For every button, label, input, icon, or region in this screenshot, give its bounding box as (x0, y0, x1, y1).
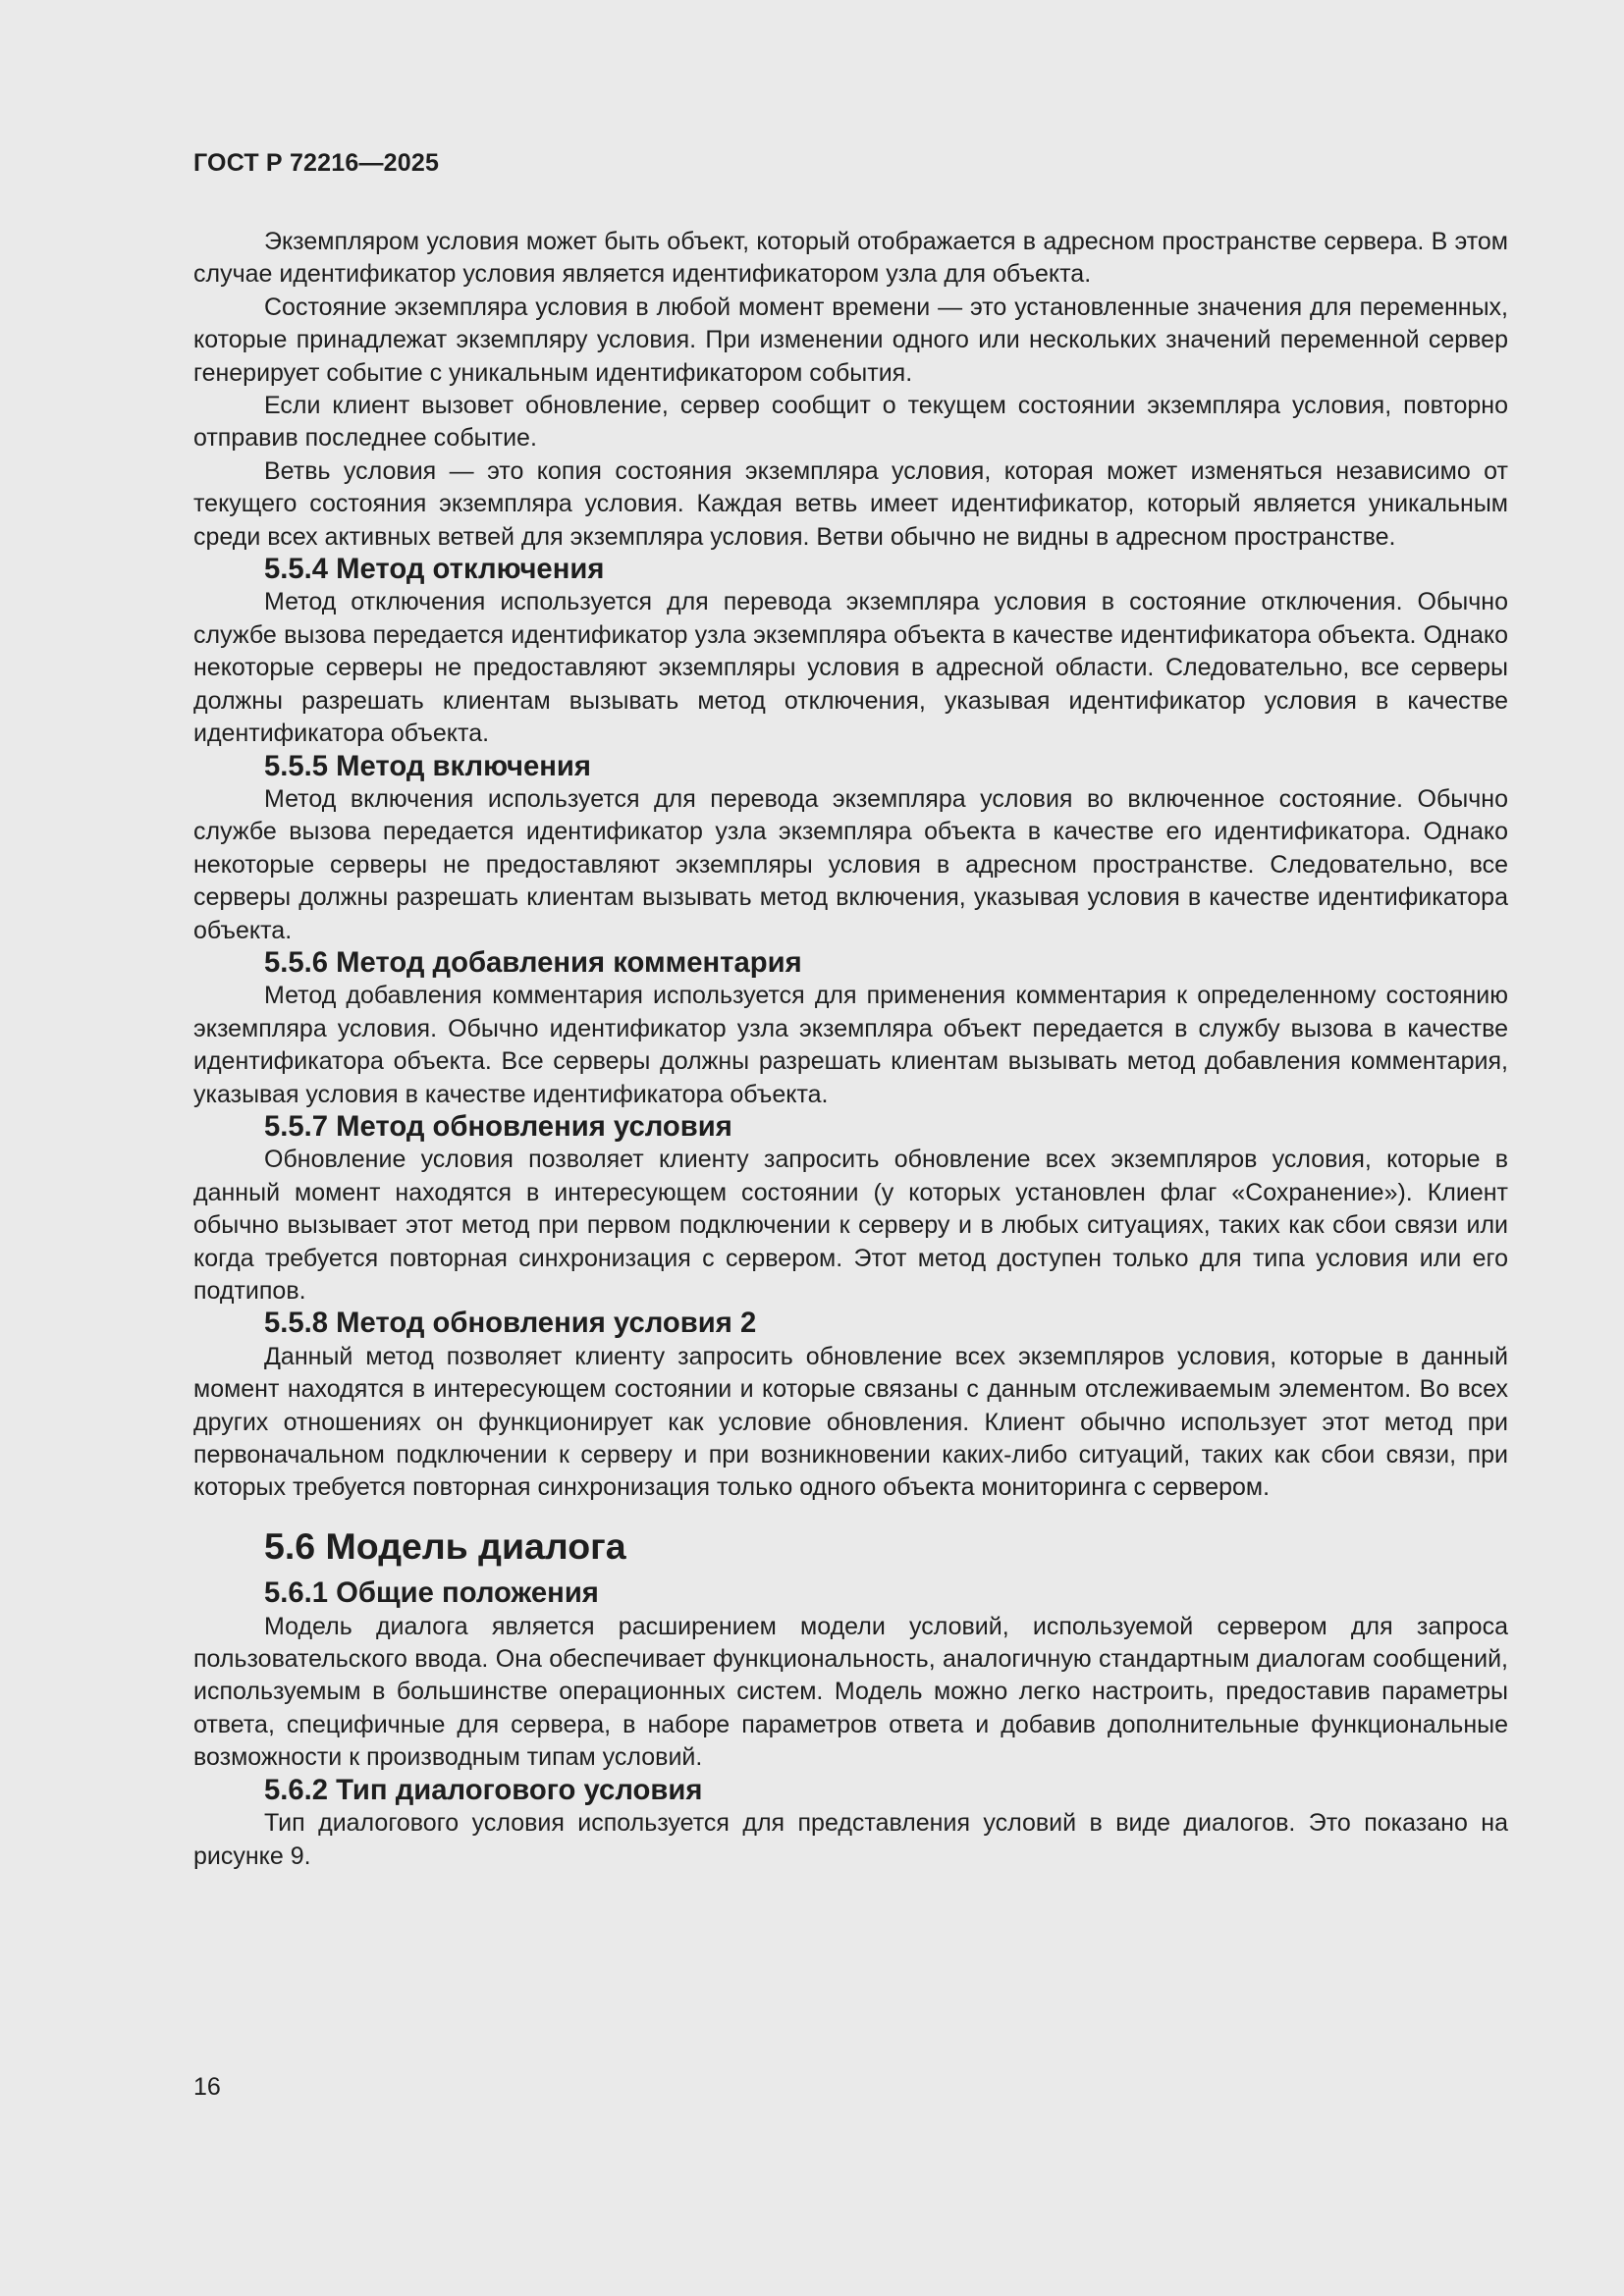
heading-5-6: 5.6 Модель диалога (264, 1524, 626, 1567)
paragraph-dialog-model-general: Модель диалога является расширением модели условий, используемой сервером для запроса пользовательского ввода. Она обеспечивает функциональность, аналогичную стандартным диалогам сообщений, используемым в большинстве операционных систем. Модель можно легко настроить, предоставив параметры ответа, специфичные для сервера, в наборе параметров ответа и добавив дополнительные функциональные возможности к производным типам условий. (193, 1612, 1508, 1772)
paragraph-add-comment-method: Метод добавления комментария используется для применения комментария к определенному состоянию экземпляра условия. Обычно идентификатор узла экземпляра объект передается в службу вызова в качестве идентификатора объекта. Все серверы должны разрешать клиентам вызывать метод добавления комментария, указывая условия в качестве идентификатора объекта. (193, 982, 1508, 1108)
paragraph-enable-method: Метод включения используется для перевода экземпляра условия во включенное состояние. Обычно службе вызова передается идентификатор узла экземпляра объекта в качестве его идентификатора. Однако некоторые серверы не предоставляют экземпляры условия в адресном пространстве. Следовательно, все серверы должны разрешать клиентам вызывать метод включения, указывая условия в качестве идентификатора объекта. (193, 784, 1508, 944)
heading-5-5-7: 5.5.7 Метод обновления условия (264, 1110, 732, 1143)
document-designation: ГОСТ Р 72216—2025 (193, 149, 440, 177)
paragraph-condition-branch: Ветвь условия — это копия состояния экземпляра условия, которая может изменяться независимо от текущего состояния экземпляра условия. Каждая ветвь имеет идентификатор, который является уникальным среди всех активных ветвей для экземпляра условия. Ветви обычно не видны в адресном пространстве. (193, 456, 1508, 551)
document-body (193, 226, 1508, 1873)
paragraph-condition-instance-object: Экземпляром условия может быть объект, который отображается в адресном пространстве сервера. В этом случае идентификатор условия является идентификатором узла для объекта. (193, 228, 1508, 289)
paragraph-dialog-condition-type: Тип диалогового условия используется для представления условий в виде диалогов. Это показано на рисунке 9. (193, 1809, 1508, 1870)
heading-5-6-1: 5.6.1 Общие положения (264, 1577, 599, 1610)
page-number: 16 (193, 2073, 221, 2101)
heading-5-5-5: 5.5.5 Метод включения (264, 750, 591, 782)
heading-5-6-2: 5.6.2 Тип диалогового условия (264, 1774, 703, 1806)
paragraph-condition-refresh2-method: Данный метод позволяет клиенту запросить обновление всех экземпляров условия, которые в данный момент находятся в интересующем состоянии и которые связаны с данным отслеживаемым элементом. Во всех других отношениях он функционирует как условие обновления. Клиент обычно использует этот метод при первоначальном подключении к серверу и при возникновении каких-либо ситуаций, таких как сбои связи, при которых требуется повторная синхронизация только одного объекта мониторинга с сервером. (193, 1342, 1508, 1502)
heading-5-5-8: 5.5.8 Метод обновления условия 2 (264, 1308, 757, 1340)
paragraph-disable-method: Метод отключения используется для перевода экземпляра условия в состояние отключения. Обычно службе вызова передается идентификатор узла экземпляра объекта в качестве идентификатора объекта. Однако некоторые серверы не предоставляют экземпляры условия в адресной области. Следовательно, все серверы должны разрешать клиентам вызывать метод отключения, указывая идентификатор условия в качестве идентификатора объекта. (193, 588, 1508, 748)
paragraph-client-refresh: Если клиент вызовет обновление, сервер сообщит о текущем состоянии экземпляра условия, повторно отправив последнее событие. (193, 392, 1508, 453)
heading-5-5-6: 5.5.6 Метод добавления комментария (264, 946, 802, 979)
paragraph-condition-refresh-method: Обновление условия позволяет клиенту запросить обновление всех экземпляров условия, которые в данный момент находятся в интересующем состоянии (у которых установлен флаг «Сохранение»). Клиент обычно вызывает этот метод при первом подключении к серверу и в любых ситуациях, таких как сбои связи или когда требуется повторная синхронизация с сервером. Этот метод доступен только для типа условия или его подтипов. (193, 1146, 1508, 1305)
heading-5-5-4: 5.5.4 Метод отключения (264, 554, 605, 586)
paragraph-condition-state: Состояние экземпляра условия в любой момент времени — это установленные значения для переменных, которые принадлежат экземпляру условия. При изменении одного или нескольких значений переменной сервер генерирует событие с уникальным идентификатором события. (193, 293, 1508, 387)
